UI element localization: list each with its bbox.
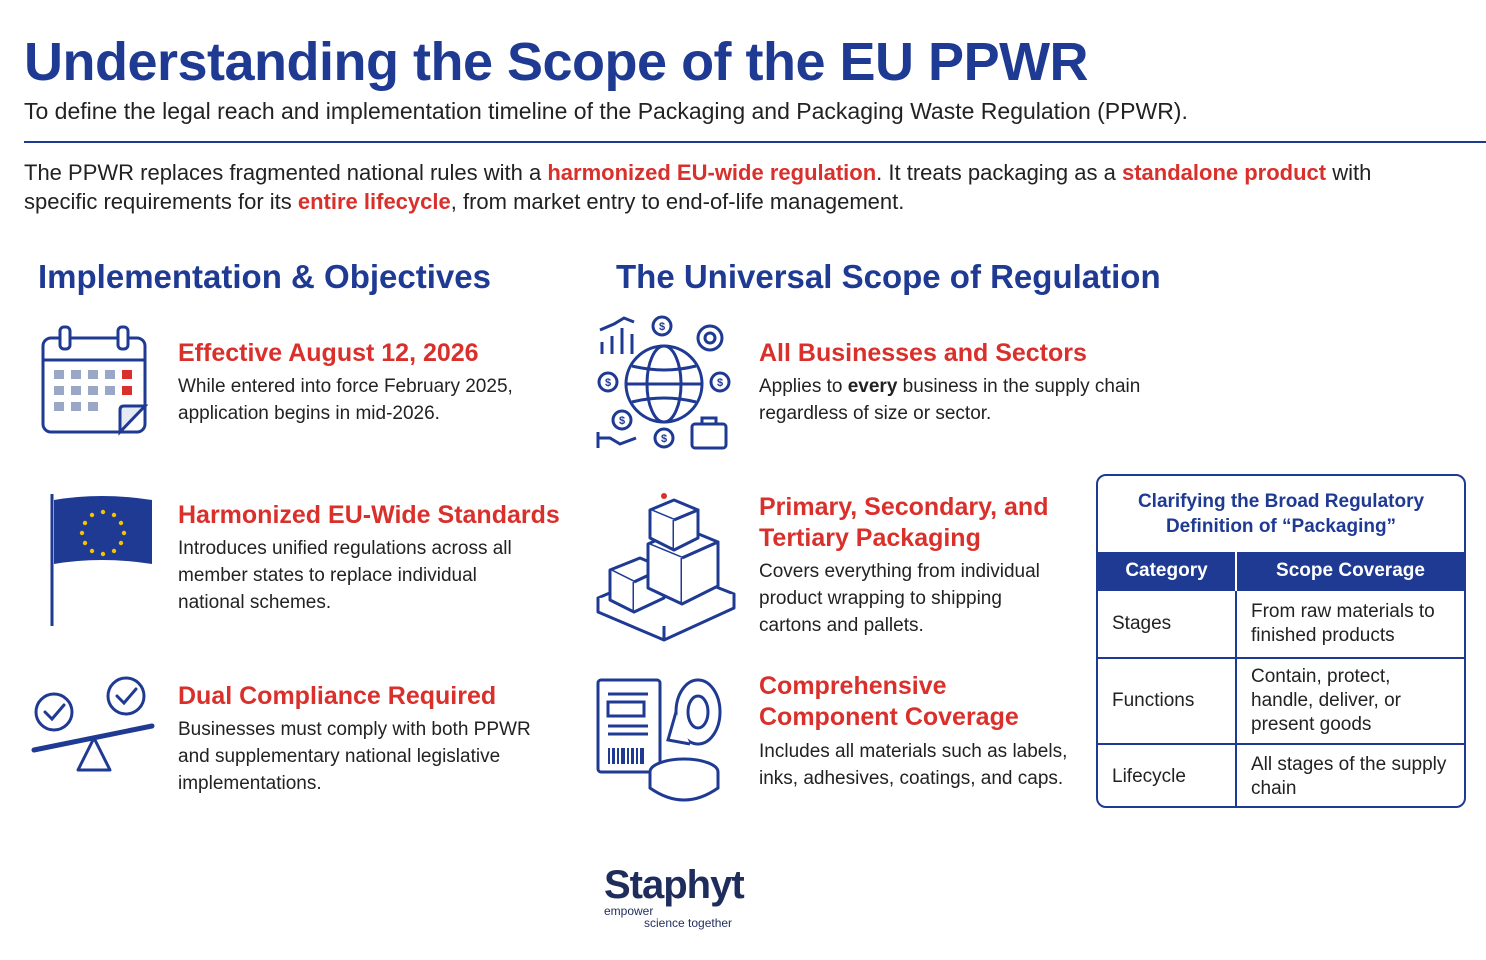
table-cell: Functions — [1098, 658, 1236, 744]
column-header-scope: Scope Coverage — [1236, 552, 1464, 590]
intro-text: with specific requirements for its — [24, 160, 1372, 214]
item-title-all-businesses: All Businesses and Sectors — [759, 339, 1087, 367]
definition-title: Clarifying the Broad Regulatory Definition of “Packaging” — [1137, 491, 1425, 537]
boxes-pallet-icon — [594, 488, 740, 642]
eu-flag-icon — [46, 490, 156, 628]
intro-paragraph — [24, 158, 1444, 216]
section-heading-implementation: Implementation & Objectives — [38, 258, 491, 295]
label-tape-cap-icon — [596, 676, 732, 806]
item-desc-packaging-levels: Covers everything from individual product wrapping to shipping cartons and pallets. — [759, 561, 1040, 636]
svg-text:$: $ — [618, 415, 626, 427]
section-heading-universal-scope: The Universal Scope of Regulation — [616, 258, 1161, 295]
item-title-effective-date: Effective August 12, 2026 — [178, 339, 479, 367]
svg-text:$: $ — [604, 377, 612, 389]
logo-tagline: science together — [644, 916, 733, 930]
intro-text: The PPWR replaces fragmented national rules with a — [24, 160, 548, 185]
calendar-icon — [40, 324, 148, 436]
balance-check-icon — [30, 676, 158, 774]
intro-text: . It treats packaging as a — [876, 160, 1122, 185]
intro-highlight: harmonized EU-wide regulation — [547, 160, 877, 185]
table-cell: Lifecycle — [1098, 744, 1236, 808]
item-title-harmonized-standards: Harmonized EU-Wide Standards — [178, 501, 560, 529]
packaging-definition-panel — [1096, 474, 1466, 808]
title-line: Tertiary Packaging — [759, 524, 981, 552]
item-desc-effective-date: While entered into force February 2025, application begins in mid-2026. — [178, 376, 513, 424]
page-title: Understanding the Scope of the EU PPWR — [24, 32, 1089, 92]
item-desc-all-businesses — [759, 373, 1169, 427]
table-row — [1098, 590, 1464, 658]
title-line: Primary, Secondary, and — [759, 493, 1049, 521]
table-row — [1098, 744, 1464, 808]
table-cell: All stages of the supply chain — [1236, 744, 1464, 808]
item-title-packaging-levels — [759, 492, 1079, 554]
item-title-dual-compliance: Dual Compliance Required — [178, 682, 497, 710]
table-cell: Stages — [1098, 590, 1236, 658]
item-title-component-coverage — [759, 671, 1079, 733]
item-desc-dual-compliance: Businesses must comply with both PPWR and supplementary national legislative implementations. — [178, 719, 531, 794]
logo-wordmark: Staphyt — [604, 863, 744, 907]
page-subtitle: To define the legal reach and implementation timeline of the Packaging and Packaging Waste Regulation (PPWR). — [24, 98, 1188, 124]
item-desc-component-coverage: Includes all materials such as labels, inks, adhesives, coatings, and caps. — [759, 741, 1068, 789]
column-header-category: Category — [1098, 552, 1236, 590]
intro-highlight: standalone product — [1121, 160, 1327, 185]
intro-text: , from market entry to end-of-life management. — [450, 189, 905, 214]
table-row — [1098, 658, 1464, 744]
header-divider — [24, 141, 1486, 143]
logo-tagline: empower — [604, 904, 654, 918]
svg-text:$: $ — [658, 321, 666, 333]
desc-text: Applies to — [759, 376, 848, 397]
desc-text: business in the supply chain regardless of size or sector. — [759, 376, 1141, 424]
table-cell: Contain, protect, handle, deliver, or present goods — [1236, 658, 1464, 744]
desc-emphasis: every — [847, 376, 898, 397]
svg-text:$: $ — [660, 433, 668, 445]
intro-highlight: entire lifecycle — [297, 189, 451, 214]
staphyt-logo — [604, 862, 754, 934]
table-cell: From raw materials to finished products — [1236, 590, 1464, 658]
title-line: Comprehensive — [759, 672, 947, 700]
global-business-icon — [594, 314, 736, 454]
title-line: Component Coverage — [759, 703, 1019, 731]
item-desc-harmonized-standards: Introduces unified regulations across all member states to replace individual national schemes. — [178, 538, 512, 613]
svg-text:$: $ — [716, 377, 724, 389]
definition-table — [1098, 552, 1464, 808]
